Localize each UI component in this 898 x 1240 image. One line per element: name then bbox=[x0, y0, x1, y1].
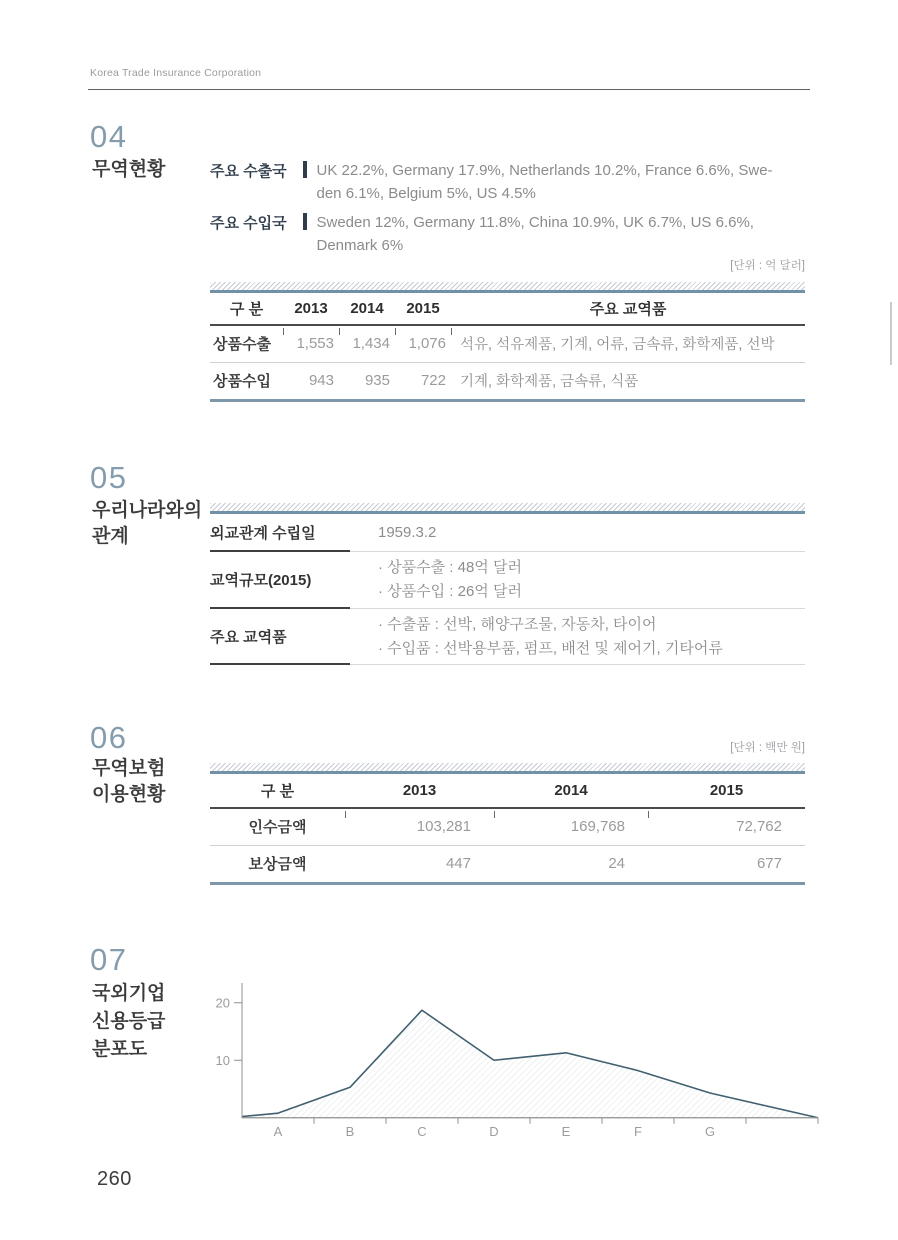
column-tick bbox=[339, 328, 340, 335]
insurance-usage-table bbox=[210, 763, 805, 885]
table-header-row bbox=[210, 293, 805, 324]
table-row bbox=[210, 609, 805, 665]
col-header-gubun: 구 분 bbox=[229, 301, 264, 318]
col-header-2014: 2014 bbox=[350, 300, 384, 317]
section05-title-line2: 관계 bbox=[92, 526, 129, 547]
underwriting-2013: 103,281 bbox=[416, 818, 471, 835]
compensation-2015: 677 bbox=[756, 855, 782, 872]
export-2015-value: 1,076 bbox=[408, 335, 446, 352]
table-row bbox=[210, 514, 805, 552]
col-header-gubun: 구 분 bbox=[260, 783, 295, 800]
diplomatic-date-value bbox=[350, 514, 805, 552]
column-tick bbox=[494, 811, 495, 818]
import-2015-value: 722 bbox=[420, 372, 446, 389]
page-number: 260 bbox=[97, 1168, 132, 1190]
table-row bbox=[210, 552, 805, 609]
table-hatch-band bbox=[210, 282, 805, 293]
compensation-2013: 447 bbox=[445, 855, 471, 872]
svg-text:20: 20 bbox=[215, 995, 230, 1011]
import-line-2: Denmark 6% bbox=[316, 237, 404, 254]
export-line-2: den 6.1%, Belgium 5%, US 4.5% bbox=[316, 185, 536, 202]
row-label-export: 상품수출 bbox=[213, 336, 271, 353]
import-2013-value: 943 bbox=[308, 372, 334, 389]
chart-svg bbox=[200, 975, 830, 1147]
credit-rating-chart bbox=[200, 975, 830, 1147]
export-2013-value: 1,553 bbox=[296, 335, 334, 352]
section06-title-line2: 이용현황 bbox=[92, 784, 166, 805]
col-header-2013: 2013 bbox=[402, 782, 437, 799]
value-line: · 상품수입 : 26억 달러 bbox=[378, 583, 522, 600]
underwriting-2014: 169,768 bbox=[570, 818, 625, 835]
trade-scale-label: 교역규모(2015) bbox=[210, 552, 350, 609]
table-row bbox=[210, 326, 805, 362]
trade-status-table bbox=[210, 282, 805, 402]
section06-title-line1: 무역보험 bbox=[92, 758, 166, 779]
page-edge-mark bbox=[890, 302, 892, 365]
table-hatch-band bbox=[210, 763, 805, 774]
area-fill bbox=[242, 1010, 818, 1118]
svg-text:F: F bbox=[634, 1123, 642, 1139]
underwriting-2015: 72,762 bbox=[736, 818, 782, 835]
section07-title bbox=[92, 980, 212, 1064]
table-bottom-rule bbox=[210, 882, 805, 885]
import-items: 기계, 화학제품, 금속류, 식품 bbox=[460, 374, 639, 390]
export-countries-row bbox=[210, 159, 820, 205]
main-items-values bbox=[350, 609, 805, 665]
import-2014-value: 935 bbox=[364, 372, 390, 389]
svg-text:10: 10 bbox=[215, 1052, 230, 1068]
compensation-label: 보상금액 bbox=[248, 856, 307, 873]
column-tick bbox=[395, 328, 396, 335]
underwriting-label: 인수금액 bbox=[248, 819, 307, 836]
table-row bbox=[210, 809, 805, 845]
export-countries-label: 주요 수출국 bbox=[210, 163, 287, 180]
section07-title-line3: 분포도 bbox=[92, 1039, 148, 1060]
export-line-1: UK 22.2%, Germany 17.9%, Netherlands 10.2%, France 6.6%, Swe- bbox=[316, 162, 773, 179]
svg-text:D: D bbox=[489, 1123, 499, 1139]
svg-text:E: E bbox=[561, 1123, 571, 1139]
export-2014-value: 1,434 bbox=[352, 335, 390, 352]
value-line: 1959.3.2 bbox=[378, 523, 437, 541]
import-line-1: Sweden 12%, Germany 11.8%, China 10.9%, UK 6.7%, US 6.6%, bbox=[316, 214, 754, 231]
col-header-2014: 2014 bbox=[554, 782, 588, 799]
table-row bbox=[210, 363, 805, 399]
import-countries-label: 주요 수입국 bbox=[210, 215, 287, 232]
vertical-bar-separator bbox=[303, 213, 307, 230]
row-label-import: 상품수입 bbox=[213, 373, 271, 390]
section07-title-line2: 신용등급 bbox=[92, 1011, 166, 1032]
unit-label-insurance: [단위 : 백만 원] bbox=[730, 742, 805, 754]
col-header-items: 주요 교역품 bbox=[589, 301, 667, 318]
section06-title bbox=[92, 756, 212, 808]
trade-scale-values bbox=[350, 552, 805, 609]
export-items: 석유, 석유제품, 기계, 어류, 금속류, 화학제품, 선박 bbox=[460, 337, 775, 353]
header-divider bbox=[88, 89, 810, 90]
table-bottom-rule bbox=[210, 399, 805, 402]
table-header-row bbox=[210, 774, 805, 807]
column-tick bbox=[345, 811, 346, 818]
main-items-label: 주요 교역품 bbox=[210, 609, 350, 665]
svg-text:A: A bbox=[273, 1123, 283, 1139]
import-countries-row bbox=[210, 211, 820, 257]
col-header-2015: 2015 bbox=[406, 300, 440, 317]
diplomatic-date-label: 외교관계 수립일 bbox=[210, 514, 350, 552]
column-tick bbox=[451, 328, 452, 335]
running-header: Korea Trade Insurance Corporation bbox=[90, 67, 262, 79]
section05-title-line1: 우리나라와의 bbox=[92, 500, 203, 521]
section04-number: 04 bbox=[90, 119, 128, 154]
section07-number: 07 bbox=[90, 942, 128, 977]
svg-text:C: C bbox=[417, 1123, 427, 1139]
compensation-2014: 24 bbox=[608, 855, 625, 872]
value-line: · 수출품 : 선박, 해양구조물, 자동차, 타이어 bbox=[378, 615, 657, 633]
column-tick bbox=[648, 811, 649, 818]
export-countries-text bbox=[317, 159, 773, 205]
unit-label-trade: [단위 : 억 달러] bbox=[730, 260, 805, 272]
value-line: · 상품수출 : 48억 달러 bbox=[378, 559, 522, 576]
value-line: · 수입품 : 선박용부품, 펌프, 배전 및 제어기, 기타어류 bbox=[378, 639, 723, 657]
col-header-2013: 2013 bbox=[294, 300, 328, 317]
section07-title-line1: 국외기업 bbox=[92, 983, 166, 1004]
table-hatch-band bbox=[210, 503, 805, 514]
col-header-2015: 2015 bbox=[709, 782, 744, 799]
section04-title: 무역현황 bbox=[92, 159, 166, 180]
table-row bbox=[210, 846, 805, 882]
column-tick bbox=[283, 328, 284, 335]
svg-text:B: B bbox=[345, 1123, 355, 1139]
import-countries-text bbox=[317, 211, 754, 257]
vertical-bar-separator bbox=[303, 161, 307, 178]
svg-text:G: G bbox=[704, 1123, 716, 1139]
korea-relations-table bbox=[210, 503, 805, 665]
section06-number: 06 bbox=[90, 720, 128, 755]
section05-number: 05 bbox=[90, 460, 128, 495]
